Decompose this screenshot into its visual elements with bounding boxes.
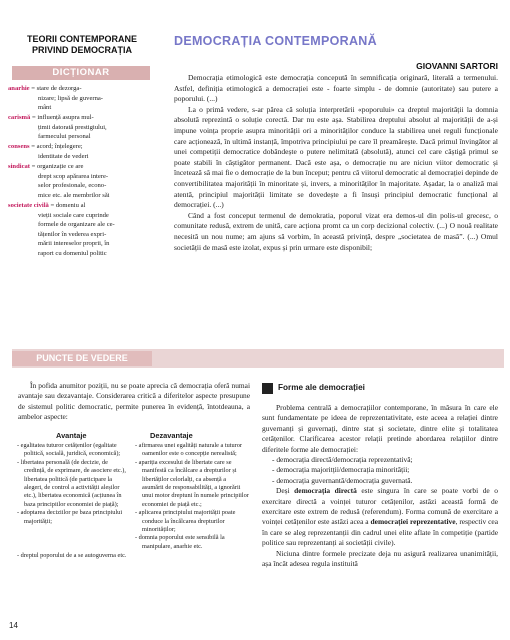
pros-item: - libertatea personală (de decizie, de credință, de exprimare, de asociere etc.), libertatea politică (de participare la alegeri, de control a activității aleșilor etc.), libertatea economică (acțiunea în baza principiilor economiei de piață); (17, 458, 126, 508)
dictionary-def-line: nizare; lipsă de guverna- (38, 94, 103, 102)
cons-item: - afirmarea unei egalități naturale a tuturor oamenilor este o concepție nerealistă; (135, 442, 242, 458)
dictionary-def: = domeniu al (48, 202, 86, 209)
dictionary-def-line: selor profesionale, econo- (38, 182, 107, 190)
pros-heading: Avantaje (56, 431, 87, 440)
forms-title: Forme ale democrației (278, 383, 365, 392)
article-title: DEMOCRAȚIA CONTEMPORANĂ (174, 34, 377, 48)
dictionary-def: = stare de dezorga- (29, 85, 82, 92)
dictionary-entry (8, 113, 158, 142)
article-paragraph: Când a fost conceput termenul de demokratia, poporul vizat era demos-ul din polis-ul grecesc, o comunitate redusă, extrem de unită, care acționa promt ca un corp decizional colectiv. (...) O nouă realitate necesită un nou nume; am ajuns să vorbim, în această privință, despre „societatea de masă”. (...) Omul societății de masă este izolat, expus și prin urmare este disponibil; (174, 210, 498, 252)
forms-list-item: - democrația directă/democrația reprezentativă; (272, 455, 413, 465)
sidebar-heading-line1: TEORII CONTEMPORANE (26, 34, 137, 44)
forms-body (262, 403, 498, 570)
pros-item: - egalitatea tuturor cetățenilor (egalitate politică, socială, juridică, economică); (17, 442, 121, 458)
sidebar-heading-line2: PRIVIND DEMOCRAȚIA (31, 45, 132, 55)
page-number: 14 (9, 621, 18, 630)
article-paragraph: Democrația etimologică este democrația concepută în semnificația originară, literală a termenului. Astfel, definiția etimologică a democrației este - foarte simplu - de domnie (autoritate) sau putere a poporului. (...) (174, 73, 498, 104)
dictionary-entry (8, 162, 158, 200)
pros-item: - adoptarea deciziilor pe baza principiului majorității; (17, 509, 123, 525)
pros-item: - dreptul poporului de a se autoguverna etc. (17, 552, 127, 560)
viewpoints-intro-text: În pofida anumitor poziții, nu se poate aprecia că democrația oferă numai avantaje sau dezavantaje. Considerarea critică a diferitelor aspecte presupune de sistemul politic democratic, permite punerea în evidență, întotdeauna, a ambelor aspecte: (18, 381, 250, 421)
viewpoints-intro (18, 381, 250, 422)
dictionary-def-line: tățenilor în vederea expri- (38, 230, 107, 238)
dictionary-def-line: mării intereselor proprii, în (38, 240, 110, 248)
dictionary-def-line: raport cu domeniul politic (38, 249, 107, 257)
forms-paragraph: Problema centrală a democrațiilor contemporane, în măsura în care ele sunt fundamentate pe ideea de reprezentativitate, este aceea a relației dintre guvernanți și guvernați, dintre stat și societate, dintre elite și totalitatea cetățenilor. Clarificarea acestor relații pretinde abordarea relațiilor dintre diferitele forme ale democrației: (262, 403, 498, 454)
dictionary-def-line: farmecului personal (38, 133, 91, 141)
forms-emphasis: democrației reprezentative (370, 517, 456, 527)
dictionary-def: = acord; înțelegere; (29, 143, 83, 150)
dictionary-label: DICȚIONAR (52, 67, 110, 78)
dictionary-term: consens (8, 143, 30, 150)
dictionary-def-line: formele de organizare ale ce- (38, 221, 115, 229)
dictionary-def-line: mice etc. ale membrilor săi (38, 191, 110, 199)
article-paragraph: La o primă vedere, s-ar părea că soluția interpretării «poporului» ca dreptul majorității la domnia absolută reprezintă o soluție corectă. Dar nu este așa. Stabilirea dreptului absolut al majorității de a-și impune voința proprie asupra minorității ori a minorităților conduce la stabilirea unei reguli funcționale care acționează, în ultimă instanță, împotriva principiului pe care îl preamărește. Dacă primul învingător al unei competiții democratice dobândește o putere nelimitată (absolută), atunci cel care câștigă primul se poate stabili în câștigător permanent. Dacă este așa, o democrație nu are niciun viitor democratic și încetează să mai fie o democrație de la bun început; pentru că viitorul democratic al democrației depinde de convertibilitatea majorității în minoritate și, invers, a minorităților în majoritate. Așadar, la o analiză mai atentă, principiul majorității limitate se dovedește a fi însuși principiul democratic funcțional al democrației. (...) (174, 104, 498, 210)
cons-list (135, 442, 249, 551)
forms-list-item: - democrația majoritții/democrația minorității; (272, 465, 410, 475)
dictionary-entry (8, 142, 158, 161)
dictionary-def: = influență asupra mul- (30, 114, 94, 121)
cons-item: - apariția excesului de libertate care se manifestă ca încălcare a drepturilor și libertăților celorlalți, ca absență a asumării de responsabilități, a ignorării unui motor dreptuni în numele principiilor economiei de piață etc.; (135, 458, 249, 508)
dictionary-term: societate civilă (8, 202, 49, 209)
cons-heading: Dezavantaje (150, 431, 193, 440)
dictionary-entry (8, 201, 158, 259)
cons-item: - aplicarea principiului majorității poate conduce la încălcarea drepturilor minorităților; (135, 509, 236, 534)
cons-item: - domnia poporului este sensibilă la manipulare, anarhie etc. (135, 534, 225, 550)
dictionary-def-line: identitate de vederi (38, 152, 89, 160)
dictionary-term: carismă (8, 114, 31, 121)
dictionary-def-line: mânt (38, 104, 52, 112)
forms-paragraph: Niciuna dintre formele precizate deja nu asigură realizarea unanimității, așa încât adesea regula instituită (262, 548, 498, 569)
forms-emphasis: democrația directă (294, 486, 357, 496)
forms-text: Deși (276, 486, 295, 496)
article-author: GIOVANNI SARTORI (416, 61, 498, 71)
section-square-icon (262, 383, 273, 394)
dictionary-entry (8, 84, 158, 113)
forms-list-item: - democrația guvernantă/democrația guvernată. (272, 475, 413, 485)
dictionary-def-line: țimii datorată prestigiului, (38, 123, 107, 131)
dictionary-def-line: vieții sociale care cuprinde (38, 211, 109, 219)
pros-list (17, 442, 131, 560)
viewpoints-label: PUNCTE DE VEDERE (36, 353, 128, 363)
dictionary-def: = organizație ce are (29, 163, 84, 170)
article-body (174, 73, 498, 253)
forms-text: , respectiv cea în care se aleg reprezentanții din cadrul unei elite aflate în competiție (partide politice sau reprezentanți ai societății civile). (262, 517, 498, 548)
dictionary-term: anarhie (8, 85, 30, 92)
forms-paragraph (262, 486, 498, 548)
dictionary-term: sindicat (8, 163, 30, 170)
forms-text: este singura în care se poate vorbi de o exercitare directă a voinței tuturor cetățenilor, astăzi această formă de exercitare este extrem de redusă (referendum). Forma comună de exercitare a voinței cetățenilor este astăzi acea a (262, 486, 498, 527)
dictionary-def-line: drept scop apărarea intere- (38, 172, 109, 180)
